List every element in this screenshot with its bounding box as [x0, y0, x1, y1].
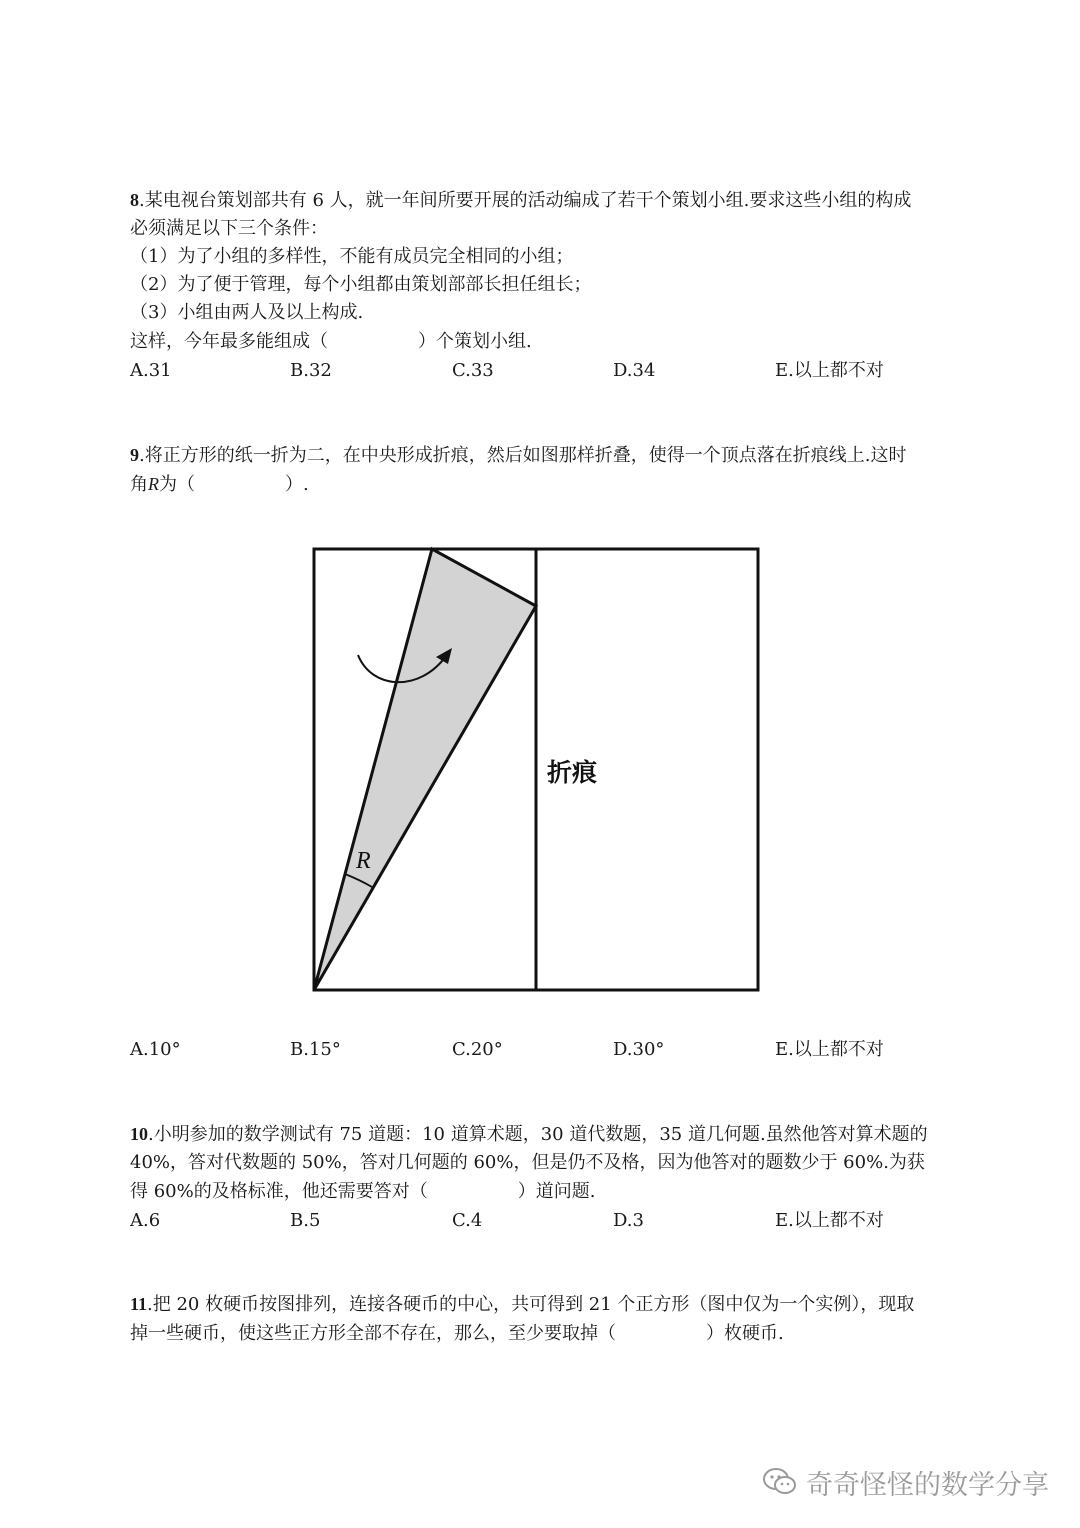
q10-option-a: A.6	[130, 1210, 161, 1231]
q8-option-b: B.32	[290, 360, 332, 381]
q10-option-b: B.5	[290, 1210, 321, 1231]
q8-condition-2: （2）为了便于管理，每个小组都由策划部部长担任组长；	[130, 274, 592, 295]
q9-angle-variable: R	[148, 474, 159, 494]
watermark	[762, 1462, 1049, 1502]
q8-line2: 必须满足以下三个条件：	[130, 218, 328, 239]
q10-option-e: E.以上都不对	[775, 1210, 884, 1231]
q8-text-1: .某电视台策划部共有 6 人，就一年间所要开展的活动编成了若干个策划小组.要求这些小组的构成	[139, 190, 912, 211]
q8-condition-3: （3）小组由两人及以上构成.	[130, 302, 364, 323]
q8-number: 8	[130, 190, 139, 210]
q10-line2: 40%，答对代数题的 50%，答对几何题的 60%，但是仍不及格，因为他答对的题数少于 60%.为获	[130, 1152, 925, 1173]
q10-text-1: .小明参加的数学测试有 75 道题：10 道算术题，30 道代数题，35 道几何题.虽然他答对算术题的	[148, 1124, 928, 1145]
q11-text-1: .把 20 枚硬币按图排列，连接各硬币的中心，共可得到 21 个正方形（图中仅为一个实例），现取	[147, 1294, 915, 1315]
q8-question: 这样，今年最多能组成（ ）个策划小组.	[130, 331, 532, 352]
q8-option-a: A.31	[130, 360, 172, 381]
q11-line2: 掉一些硬币，使这些正方形全部不存在，那么，至少要取掉（ ）枚硬币.	[130, 1323, 784, 1344]
q8-option-c: C.33	[452, 360, 494, 381]
q10-line1	[130, 1120, 928, 1149]
folded-flap	[314, 549, 536, 990]
q8-option-e: E.以上都不对	[775, 360, 884, 381]
q9-text-blank: 为（ ）.	[159, 474, 309, 495]
q9-option-c: C.20°	[452, 1039, 503, 1060]
q9-text-angle: 角	[130, 474, 148, 495]
q10-option-c: C.4	[452, 1210, 483, 1231]
crease-label: 折痕	[547, 758, 598, 787]
q9-number: 9	[130, 445, 139, 465]
q8-option-d: D.34	[613, 360, 656, 381]
watermark-text: 奇奇怪怪的数学分享	[806, 1469, 1049, 1501]
q9-option-b: B.15°	[290, 1039, 341, 1060]
q9-option-d: D.30°	[613, 1039, 665, 1060]
q9-option-e: E.以上都不对	[775, 1039, 884, 1060]
q8-condition-1: （1）为了小组的多样性，不能有成员完全相同的小组；	[130, 246, 574, 267]
q9-text-1: .将正方形的纸一折为二，在中央形成折痕，然后如图那样折叠，使得一个顶点落在折痕线上.这时	[139, 445, 907, 466]
q9-option-a: A.10°	[130, 1039, 181, 1060]
q10-number: 10	[130, 1124, 148, 1144]
q10-line3: 得 60%的及格标准，他还需要答对（ ）道问题.	[130, 1181, 596, 1202]
q10-option-d: D.3	[613, 1210, 644, 1231]
q11-line1	[130, 1290, 914, 1319]
q11-number: 11	[130, 1294, 148, 1314]
wechat-icon	[762, 1466, 798, 1498]
angle-label: R	[356, 848, 371, 874]
